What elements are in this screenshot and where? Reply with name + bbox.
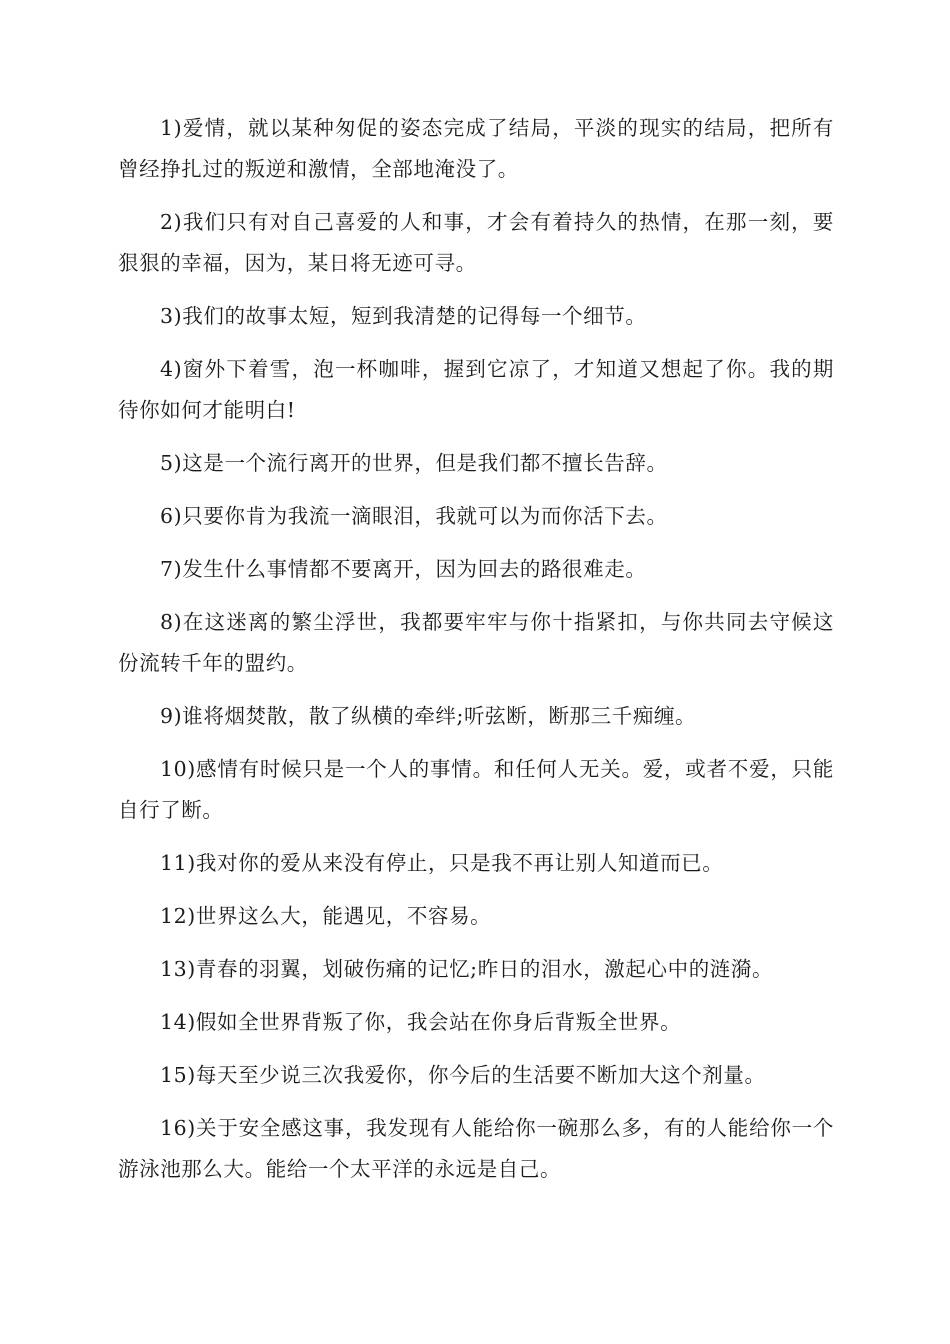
- paragraph-9: 9)谁将烟焚散，散了纵横的牵绊;听弦断，断那三千痴缠。: [160, 704, 697, 728]
- paragraph-6: 6)只要你肯为我流一滴眼泪，我就可以为而你活下去。: [160, 504, 668, 528]
- paragraph-4: 4)窗外下着雪，泡一杯咖啡，握到它凉了，才知道又想起了你。我的期待你如何才能明白!: [118, 357, 834, 422]
- paragraph-2: 2)我们只有对自己喜爱的人和事，才会有着持久的热情，在那一刻，要狠狠的幸福，因为，某日将无迹可寻。: [118, 210, 834, 275]
- paragraph-1: 1)爱情，就以某种匆促的姿态完成了结局，平淡的现实的结局，把所有曾经挣扎过的叛逆和激情，全部地淹没了。: [118, 116, 834, 181]
- paragraph-10: 10)感情有时候只是一个人的事情。和任何人无关。爱，或者不爱，只能自行了断。: [118, 757, 834, 822]
- paragraph-8: 8)在这迷离的繁尘浮世，我都要牢牢与你十指紧扣，与你共同去守候这份流转千年的盟约。: [118, 610, 834, 675]
- paragraph-3: 3)我们的故事太短，短到我清楚的记得每一个细节。: [160, 304, 647, 328]
- paragraph-7: 7)发生什么事情都不要离开，因为回去的路很难走。: [160, 557, 647, 581]
- paragraph-12: 12)世界这么大，能遇见，不容易。: [160, 904, 492, 928]
- paragraph-15: 15)每天至少说三次我爱你，你今后的生活要不断加大这个剂量。: [160, 1063, 766, 1087]
- paragraph-5: 5)这是一个流行离开的世界，但是我们都不擅长告辞。: [160, 451, 668, 475]
- paragraph-16: 16)关于安全感这事，我发现有人能给你一碗那么多，有的人能给你一个游泳池那么大。能给一个太平洋的永远是自己。: [118, 1116, 834, 1181]
- paragraph-13: 13)青春的羽翼，划破伤痛的记忆;昨日的泪水，激起心中的涟漪。: [160, 957, 774, 981]
- document-body: [118, 108, 834, 1202]
- paragraph-11: 11)我对你的爱从来没有停止，只是我不再让别人知道而已。: [160, 851, 724, 875]
- paragraph-14: 14)假如全世界背叛了你，我会站在你身后背叛全世界。: [160, 1010, 682, 1034]
